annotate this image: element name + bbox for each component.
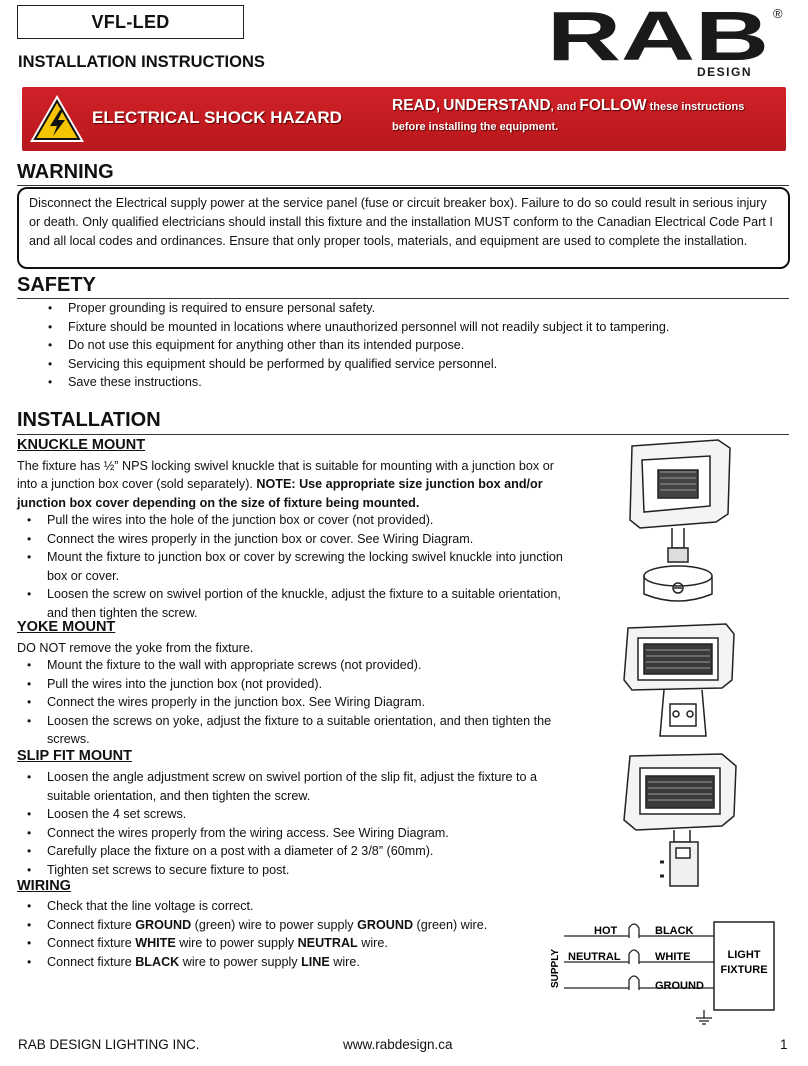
diagram-light-label: LIGHT [727,949,761,961]
list-item: • Loosen the angle adjustment screw on swivel portion of the slip fit, adjust the fixture to a suitable orientation, and then tighten the screw. [47,768,577,805]
list-item: • Proper grounding is required to ensure personal safety. [68,299,768,318]
wire-nut-icon [629,924,639,990]
model-box [17,5,244,39]
page-title: INSTALLATION INSTRUCTIONS [18,53,265,71]
hazard-banner [22,87,786,151]
before-installing: before installing the equipment. [392,121,559,133]
yoke-list [47,656,577,749]
list-item: • Servicing this equipment should be performed by qualified service personnel. [68,355,768,374]
list-item: • Save these instructions. [68,373,768,392]
diagram-supply-label: SUPPLY [550,948,561,988]
logo-wordmark: RAB [547,4,769,75]
list-item: • Fixture should be mounted in locations where unauthorized personnel will not readily subject it to tampering. [68,318,768,337]
warning-heading: WARNING [17,161,114,183]
knuckle-intro: The fixture has ½” NPS locking swivel knuckle that is suitable for mounting with a junction box or into a junction box cover (sold separately). NOTE: Use appropriate size junction box and/or junction box cover depending on the size of fixture being mounted. [17,459,554,510]
list-item: • Connect the wires properly from the wiring access. See Wiring Diagram. [47,824,577,843]
list-item: • Mount the fixture to junction box or cover by screwing the locking swivel knuckle into junction box or cover. [47,548,577,585]
yoke-mount-heading: YOKE MOUNT [17,619,116,635]
list-item: • Carefully place the fixture on a post with a diameter of 2 3/8” (60mm). [47,842,577,861]
yoke-intro: DO NOT remove the yoke from the fixture. [17,641,254,655]
diagram-black-label: BLACK [655,925,694,937]
list-item: • Connect fixture BLACK wire to power supply LINE wire. [47,953,577,972]
installation-heading: INSTALLATION [17,409,161,431]
warning-triangle-icon [28,93,86,145]
rab-logo [547,4,787,80]
hazard-label: ELECTRICAL SHOCK HAZARD [92,108,342,127]
list-item: • Do not use this equipment for anything other than its intended purpose. [68,336,768,355]
list-item: • Loosen the 4 set screws. [47,805,577,824]
list-item: • Connect fixture GROUND (green) wire to power supply GROUND (green) wire. [47,916,577,935]
list-item: • Connect the wires properly in the junction box. See Wiring Diagram. [47,693,577,712]
read-understand-follow: READ, UNDERSTAND, and FOLLOW these instructions [392,97,745,114]
list-item: • Tighten set screws to secure fixture to post. [47,861,577,880]
knuckle-list [47,511,577,623]
footer-url[interactable]: www.rabdesign.ca [343,1037,453,1052]
logo-registered: ® [773,6,783,21]
diagram-fixture-label: FIXTURE [720,964,768,976]
knuckle-note: NOTE: Use appropriate size junction box and/or junction box cover depending on the size of fixture being mounted. [17,477,543,510]
ground-symbol-icon [696,1010,712,1024]
footer-company: RAB DESIGN LIGHTING INC. [18,1037,200,1052]
list-item: • Check that the line voltage is correct. [47,897,577,916]
installation-rule [17,434,789,435]
list-item: • Connect the wires properly in the junction box or cover. See Wiring Diagram. [47,530,577,549]
slip-fit-mount-illustration [618,750,742,890]
list-item: • Loosen the screw on swivel portion of the knuckle, adjust the fixture to a suitable orientation, and then tighten the screw. [47,585,577,622]
slip-fit-list [47,768,577,880]
diagram-white-label: WHITE [655,951,691,963]
diagram-neutral-label: NEUTRAL [568,951,621,963]
knuckle-mount-illustration [618,436,738,612]
list-item: • Pull the wires into the hole of the junction box or cover (not provided). [47,511,577,530]
safety-heading: SAFETY [17,274,96,296]
list-item: • Pull the wires into the junction box (not provided). [47,675,577,694]
page-number: 1 [780,1037,788,1052]
warning-rule [17,185,789,186]
list-item: • Connect fixture WHITE wire to power supply NEUTRAL wire. [47,934,577,953]
model-number: VFL-LED [91,11,170,32]
yoke-mount-illustration [618,620,740,744]
knuckle-mount-heading: KNUCKLE MOUNT [17,437,146,453]
warning-text: Disconnect the Electrical supply power at the service panel (fuse or circuit breaker box). Failure to do so could result in serious injury or death. Only qualified electricians should install this fixture and the installation MUST conform to the Canadian Electrical Code Part I and all local codes and ordinances. Ensure that only proper tools, materials, and equipment are used to complete the installation. [29,196,773,248]
diagram-hot-label: HOT [594,925,618,937]
diagram-ground-label: GROUND [655,980,704,992]
safety-list [68,299,768,392]
wiring-diagram [540,912,785,1026]
warning-box [17,187,790,269]
slip-fit-mount-heading: SLIP FIT MOUNT [17,748,132,764]
list-item: • Loosen the screws on yoke, adjust the fixture to a suitable orientation, and then tighten the screws. [47,712,577,749]
wiring-heading: WIRING [17,878,71,894]
wiring-list [47,897,577,971]
list-item: • Mount the fixture to the wall with appropriate screws (not provided). [47,656,577,675]
logo-subtitle: DESIGN [697,65,753,79]
